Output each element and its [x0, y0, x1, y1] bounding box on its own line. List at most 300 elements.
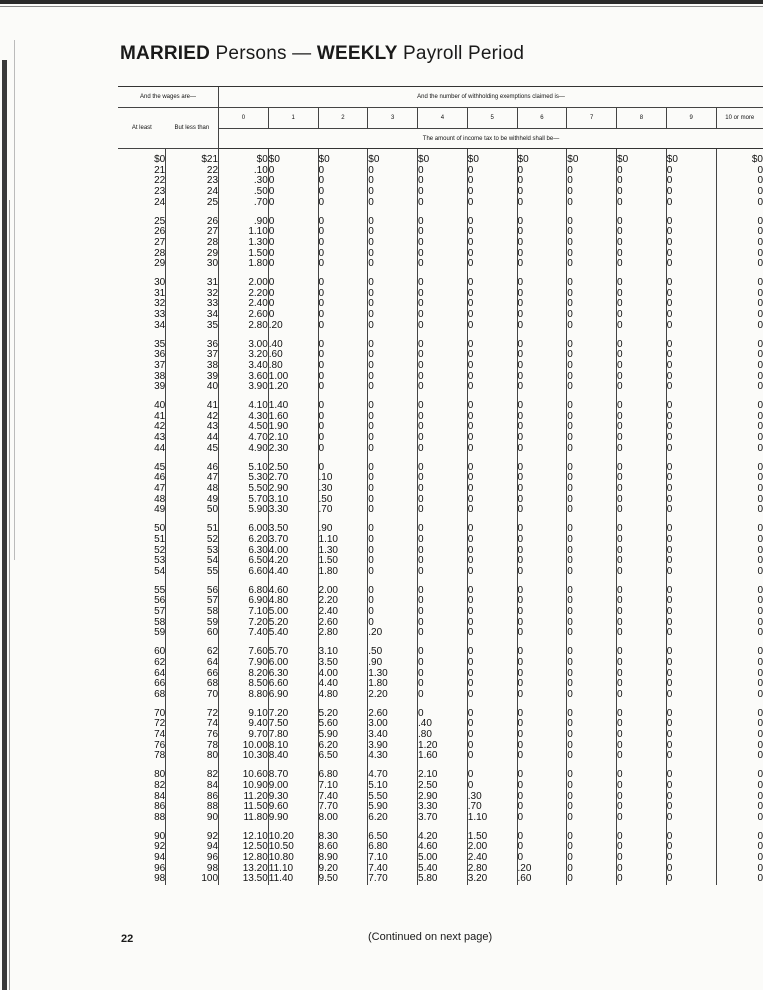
tax-cell: 6.80	[368, 842, 418, 853]
tax-cell: .60	[517, 874, 567, 885]
tax-cell: 0	[517, 227, 567, 238]
but-less-cell: 54	[166, 556, 219, 567]
tax-cell: 0	[467, 422, 517, 433]
but-less-cell: 40	[166, 382, 219, 393]
tax-cell: 8.70	[268, 770, 318, 781]
tax-cell: 0	[517, 310, 567, 321]
tax-cell: 0	[617, 422, 667, 433]
tax-cell: 0	[617, 259, 667, 270]
tax-cell: 4.30	[368, 751, 418, 762]
tax-cell: 0	[567, 556, 617, 567]
tax-cell: 0	[716, 382, 763, 393]
tax-cell: 0	[418, 567, 468, 578]
tax-cell: 6.30	[219, 546, 269, 557]
tax-cell: 4.40	[268, 567, 318, 578]
tax-cell: 1.30	[368, 669, 418, 680]
tax-cell: 0	[567, 770, 617, 781]
tax-cell: 0	[716, 321, 763, 332]
table-row	[118, 149, 763, 166]
but-less-cell: 32	[166, 289, 219, 300]
at-least-cell: 29	[154, 258, 166, 270]
tax-cell: 0	[368, 350, 418, 361]
at-least-cell: 96	[154, 862, 166, 874]
but-less-cell: 86	[166, 792, 219, 803]
tax-cell: 0	[467, 770, 517, 781]
exemption-column-header: 8	[617, 108, 667, 129]
tax-cell: 0	[517, 372, 567, 383]
tax-cell: 0	[418, 278, 468, 289]
tax-cell: 0	[617, 463, 667, 474]
at-least-cell: 22	[154, 175, 166, 187]
tax-cell: $0	[716, 149, 763, 166]
tax-cell: 0	[716, 340, 763, 351]
but-less-cell: 60	[166, 628, 219, 639]
tax-cell: 0	[666, 340, 716, 351]
tax-cell: 0	[666, 770, 716, 781]
tax-cell: 0	[517, 350, 567, 361]
tax-cell: 10.60	[219, 770, 269, 781]
tax-cell: 0	[467, 350, 517, 361]
but-less-cell: 56	[166, 586, 219, 597]
tax-cell: 0	[567, 792, 617, 803]
tax-cell: 2.80	[467, 864, 517, 875]
but-less-cell: 46	[166, 463, 219, 474]
tax-cell: 0	[567, 166, 617, 177]
tax-cell: 7.10	[219, 607, 269, 618]
at-least-cell: 42	[154, 421, 166, 433]
tax-cell: 0	[418, 249, 468, 260]
tax-cell: 0	[666, 299, 716, 310]
tax-cell: 0	[617, 658, 667, 669]
tax-cell: 6.00	[268, 658, 318, 669]
tax-cell: 0	[418, 596, 468, 607]
tax-cell: 0	[368, 198, 418, 209]
tax-cell: 0	[318, 198, 368, 209]
tax-cell: 3.30	[418, 802, 468, 813]
tax-cell: 0	[318, 382, 368, 393]
but-less-cell: 25	[166, 198, 219, 209]
table-row	[118, 658, 763, 669]
but-less-cell: 82	[166, 770, 219, 781]
at-least-cell: 90	[154, 830, 166, 842]
tax-cell: 0	[617, 238, 667, 249]
at-least-cell: 57	[154, 606, 166, 618]
tax-cell: 0	[418, 647, 468, 658]
tax-cell: 0	[567, 382, 617, 393]
tax-cell: 0	[418, 310, 468, 321]
exemption-column-header: 1	[268, 108, 318, 129]
but-less-cell: 43	[166, 422, 219, 433]
tax-cell: 0	[617, 433, 667, 444]
exemption-column-header: 9	[666, 108, 716, 129]
exemption-column-header: 0	[219, 108, 269, 129]
tax-cell: 0	[567, 361, 617, 372]
at-least-cell: 56	[154, 595, 166, 607]
tax-cell: 0	[567, 289, 617, 300]
tax-cell: 0	[666, 350, 716, 361]
tax-cell: 0	[268, 198, 318, 209]
tax-cell: 5.00	[418, 853, 468, 864]
tax-cell: 0	[617, 382, 667, 393]
tax-cell: 7.40	[368, 864, 418, 875]
tax-cell: 2.20	[318, 596, 368, 607]
tax-cell: 0	[617, 444, 667, 455]
tax-cell: 3.00	[368, 719, 418, 730]
tax-cell: 0	[467, 259, 517, 270]
tax-cell: 0	[368, 586, 418, 597]
tax-cell: 0	[666, 658, 716, 669]
tax-cell: 0	[368, 444, 418, 455]
tax-cell: 0	[666, 321, 716, 332]
top-rule	[0, 0, 763, 4]
tax-cell: 0	[318, 299, 368, 310]
tax-cell: 1.20	[418, 741, 468, 752]
at-least-cell: 45	[154, 461, 166, 473]
tax-cell: 0	[517, 792, 567, 803]
tax-cell: 0	[418, 484, 468, 495]
at-least-cell: 68	[154, 688, 166, 700]
tax-cell: 7.80	[268, 730, 318, 741]
tax-cell: 0	[418, 422, 468, 433]
tax-cell: 0	[567, 401, 617, 412]
tax-cell: .90	[368, 658, 418, 669]
tax-cell: 4.80	[268, 596, 318, 607]
but-less-cell: 44	[166, 433, 219, 444]
tax-cell: 8.20	[219, 669, 269, 680]
tax-cell: 0	[517, 433, 567, 444]
tax-cell: 0	[666, 832, 716, 843]
tax-cell: 7.90	[219, 658, 269, 669]
tax-cell: 0	[517, 647, 567, 658]
tax-cell: 0	[517, 709, 567, 720]
tax-cell: 0	[517, 669, 567, 680]
tax-cell: 0	[567, 259, 617, 270]
tax-cell: 3.10	[268, 495, 318, 506]
tax-cell: 0	[567, 535, 617, 546]
tax-cell: 0	[368, 546, 418, 557]
tax-cell: 0	[567, 596, 617, 607]
tax-cell: 0	[567, 198, 617, 209]
tax-cell: 0	[666, 310, 716, 321]
tax-cell: 0	[666, 422, 716, 433]
tax-cell: 0	[318, 444, 368, 455]
tax-cell: 6.50	[368, 832, 418, 843]
tax-cell: 0	[617, 853, 667, 864]
tax-cell: 0	[467, 340, 517, 351]
tax-cell: 0	[567, 299, 617, 310]
tax-cell: 5.30	[219, 473, 269, 484]
tax-cell: 0	[418, 556, 468, 567]
tax-cell: 0	[617, 546, 667, 557]
tax-cell: 0	[517, 505, 567, 516]
tax-cell: 0	[617, 813, 667, 824]
tax-cell: 0	[418, 299, 468, 310]
tax-cell: 0	[617, 719, 667, 730]
tax-cell: 5.10	[368, 781, 418, 792]
tax-cell: 6.50	[318, 751, 368, 762]
but-less-cell: 34	[166, 310, 219, 321]
tax-cell: 0	[467, 166, 517, 177]
exemption-column-header: 4	[418, 108, 468, 129]
at-least-cell: 92	[154, 841, 166, 853]
at-least-cell: 70	[154, 707, 166, 719]
tax-cell: 0	[418, 361, 468, 372]
tax-cell: 1.30	[219, 238, 269, 249]
tax-cell: 0	[318, 463, 368, 474]
tax-cell: 0	[368, 473, 418, 484]
tax-cell: 4.50	[219, 422, 269, 433]
at-least-cell: 86	[154, 801, 166, 813]
tax-cell: 0	[716, 278, 763, 289]
but-less-cell: 76	[166, 730, 219, 741]
tax-cell: 11.40	[268, 874, 318, 885]
tax-cell: 0	[666, 874, 716, 885]
tax-cell: 4.60	[268, 586, 318, 597]
tax-cell: 0	[617, 321, 667, 332]
tax-cell: 0	[567, 647, 617, 658]
tax-cell: 0	[666, 741, 716, 752]
exemptions-header: And the number of withholding exemptions claimed is—	[219, 87, 763, 108]
tax-cell: 0	[617, 669, 667, 680]
tax-cell: 0	[467, 730, 517, 741]
tax-cell: 2.50	[418, 781, 468, 792]
tax-cell: 7.40	[318, 792, 368, 803]
at-least-cell: 26	[154, 226, 166, 238]
tax-cell: 0	[617, 340, 667, 351]
tax-cell: 0	[418, 217, 468, 228]
tax-cell: 1.00	[268, 372, 318, 383]
tax-cell: 0	[368, 505, 418, 516]
tax-cell: 11.50	[219, 802, 269, 813]
tax-cell: 1.80	[368, 679, 418, 690]
tax-cell: 0	[716, 853, 763, 864]
tax-cell: 0	[467, 299, 517, 310]
tax-cell: 6.50	[219, 556, 269, 567]
tax-cell: 0	[318, 278, 368, 289]
tax-cell: 0	[517, 679, 567, 690]
tax-cell: 0	[418, 340, 468, 351]
tax-cell: 0	[418, 401, 468, 412]
tax-cell: 0	[418, 546, 468, 557]
tax-cell: 6.60	[268, 679, 318, 690]
tax-cell: 0	[467, 495, 517, 506]
tax-cell: 0	[716, 372, 763, 383]
tax-cell: 0	[666, 669, 716, 680]
tax-cell: 1.90	[268, 422, 318, 433]
tax-cell: 0	[517, 628, 567, 639]
tax-cell: 0	[666, 567, 716, 578]
tax-cell: 2.30	[268, 444, 318, 455]
tax-cell: 0	[368, 463, 418, 474]
tax-cell: 0	[567, 505, 617, 516]
tax-cell: 0	[418, 350, 468, 361]
tax-cell: 0	[517, 382, 567, 393]
tax-cell: 0	[617, 310, 667, 321]
tax-cell: 9.70	[219, 730, 269, 741]
tax-cell: 2.40	[318, 607, 368, 618]
tax-cell: 0	[418, 524, 468, 535]
tax-cell: 0	[666, 176, 716, 187]
tax-cell: 0	[716, 741, 763, 752]
tax-cell: 0	[716, 751, 763, 762]
tax-cell: 0	[268, 249, 318, 260]
tax-cell: 0	[716, 259, 763, 270]
tax-cell: 0	[517, 690, 567, 701]
tax-cell: 0	[517, 495, 567, 506]
tax-cell: 9.40	[219, 719, 269, 730]
wages-header: And the wages are—	[118, 87, 219, 108]
table-row	[118, 874, 763, 885]
tax-cell: $0	[219, 149, 269, 166]
tax-cell: 0	[368, 596, 418, 607]
tax-cell: 0	[716, 813, 763, 824]
tax-cell: 0	[567, 874, 617, 885]
tax-cell: 8.50	[219, 679, 269, 690]
tax-cell: 0	[567, 176, 617, 187]
tax-cell: 0	[418, 669, 468, 680]
table-row	[118, 505, 763, 516]
tax-cell: 0	[666, 401, 716, 412]
tax-cell: 0	[716, 792, 763, 803]
tax-cell: 8.60	[318, 842, 368, 853]
tax-cell: 0	[617, 401, 667, 412]
tax-cell: 0	[418, 618, 468, 629]
tax-cell: 0	[517, 187, 567, 198]
tax-cell: 1.30	[318, 546, 368, 557]
tax-cell: 0	[666, 433, 716, 444]
tax-cell: 0	[666, 187, 716, 198]
tax-cell: 0	[617, 709, 667, 720]
tax-cell: 0	[617, 781, 667, 792]
tax-cell: 0	[517, 401, 567, 412]
tax-cell: 0	[467, 238, 517, 249]
tax-cell: 4.30	[219, 412, 269, 423]
tax-cell: 0	[467, 690, 517, 701]
tax-cell: 0	[368, 321, 418, 332]
at-least-cell: 55	[154, 584, 166, 596]
table-row	[118, 321, 763, 332]
tax-cell: 0	[517, 340, 567, 351]
tax-cell: .10	[318, 473, 368, 484]
tax-cell: 0	[467, 198, 517, 209]
but-less-cell: 47	[166, 473, 219, 484]
tax-cell: 0	[368, 412, 418, 423]
but-less-cell: 36	[166, 340, 219, 351]
tax-cell: 0	[368, 340, 418, 351]
tax-cell: 0	[517, 524, 567, 535]
tax-cell: 9.60	[268, 802, 318, 813]
tax-cell: 0	[467, 412, 517, 423]
tax-cell: 0	[368, 524, 418, 535]
tax-cell: 0	[666, 444, 716, 455]
tax-cell: 1.80	[318, 567, 368, 578]
tax-cell: 3.40	[219, 361, 269, 372]
tax-cell: 0	[666, 463, 716, 474]
tax-cell: 0	[467, 372, 517, 383]
tax-cell: 0	[716, 567, 763, 578]
tax-cell: 3.90	[368, 741, 418, 752]
tax-cell: 0	[567, 628, 617, 639]
but-less-cell: 41	[166, 401, 219, 412]
tax-cell: 0	[368, 422, 418, 433]
tax-cell: 0	[517, 741, 567, 752]
tax-cell: .90	[318, 524, 368, 535]
tax-cell: 0	[567, 249, 617, 260]
table-row	[118, 567, 763, 578]
tax-cell: 6.20	[368, 813, 418, 824]
tax-cell: 0	[467, 227, 517, 238]
tax-cell: 2.10	[268, 433, 318, 444]
at-least-cell: 31	[154, 287, 166, 299]
tax-cell: 0	[666, 289, 716, 300]
tax-cell: 0	[517, 658, 567, 669]
exemption-column-header: 5	[467, 108, 517, 129]
tax-cell: 0	[617, 278, 667, 289]
title-married: MARRIED	[120, 43, 211, 64]
tax-cell: 0	[418, 535, 468, 546]
tax-cell: 0	[716, 361, 763, 372]
tax-cell: 0	[567, 781, 617, 792]
table-row	[118, 259, 763, 270]
tax-cell: 0	[368, 495, 418, 506]
tax-cell: 0	[318, 412, 368, 423]
tax-cell: 9.30	[268, 792, 318, 803]
tax-cell: 0	[567, 853, 617, 864]
tax-cell: 11.10	[268, 864, 318, 875]
at-least-cell: 37	[154, 359, 166, 371]
tax-cell: 2.40	[467, 853, 517, 864]
tax-cell: 0	[467, 524, 517, 535]
tax-cell: 0	[268, 187, 318, 198]
tax-cell: 0	[318, 238, 368, 249]
tax-cell: 0	[716, 690, 763, 701]
tax-cell: 0	[716, 238, 763, 249]
at-least-cell: 33	[154, 309, 166, 321]
at-least-cell: 30	[154, 277, 166, 289]
tax-cell: 6.30	[268, 669, 318, 680]
tax-cell: 7.70	[318, 802, 368, 813]
tax-cell: 0	[467, 473, 517, 484]
tax-cell: $0	[617, 149, 667, 166]
tax-cell: 0	[617, 484, 667, 495]
tax-cell: 0	[666, 556, 716, 567]
at-least-cell: 84	[154, 790, 166, 802]
tax-cell: 0	[716, 618, 763, 629]
tax-cell: 1.50	[219, 249, 269, 260]
tax-cell: 5.60	[318, 719, 368, 730]
tax-cell: .30	[219, 176, 269, 187]
tax-cell: 0	[318, 433, 368, 444]
tax-cell: 0	[467, 289, 517, 300]
table-row	[118, 628, 763, 639]
tax-cell: 0	[716, 658, 763, 669]
tax-cell: 0	[517, 813, 567, 824]
tax-cell: 0	[268, 259, 318, 270]
table-row	[118, 751, 763, 762]
tax-cell: 4.90	[219, 444, 269, 455]
tax-cell: 0	[368, 535, 418, 546]
tax-cell: 3.90	[219, 382, 269, 393]
amount-header: The amount of income tax to be withheld shall be—	[219, 129, 763, 149]
tax-cell: 0	[467, 679, 517, 690]
table-row	[118, 535, 763, 546]
but-less-cell: 62	[166, 647, 219, 658]
tax-cell: 5.70	[219, 495, 269, 506]
tax-cell: 0	[666, 751, 716, 762]
tax-cell: 0	[716, 586, 763, 597]
tax-cell: 0	[716, 647, 763, 658]
at-least-cell: 23	[154, 186, 166, 198]
